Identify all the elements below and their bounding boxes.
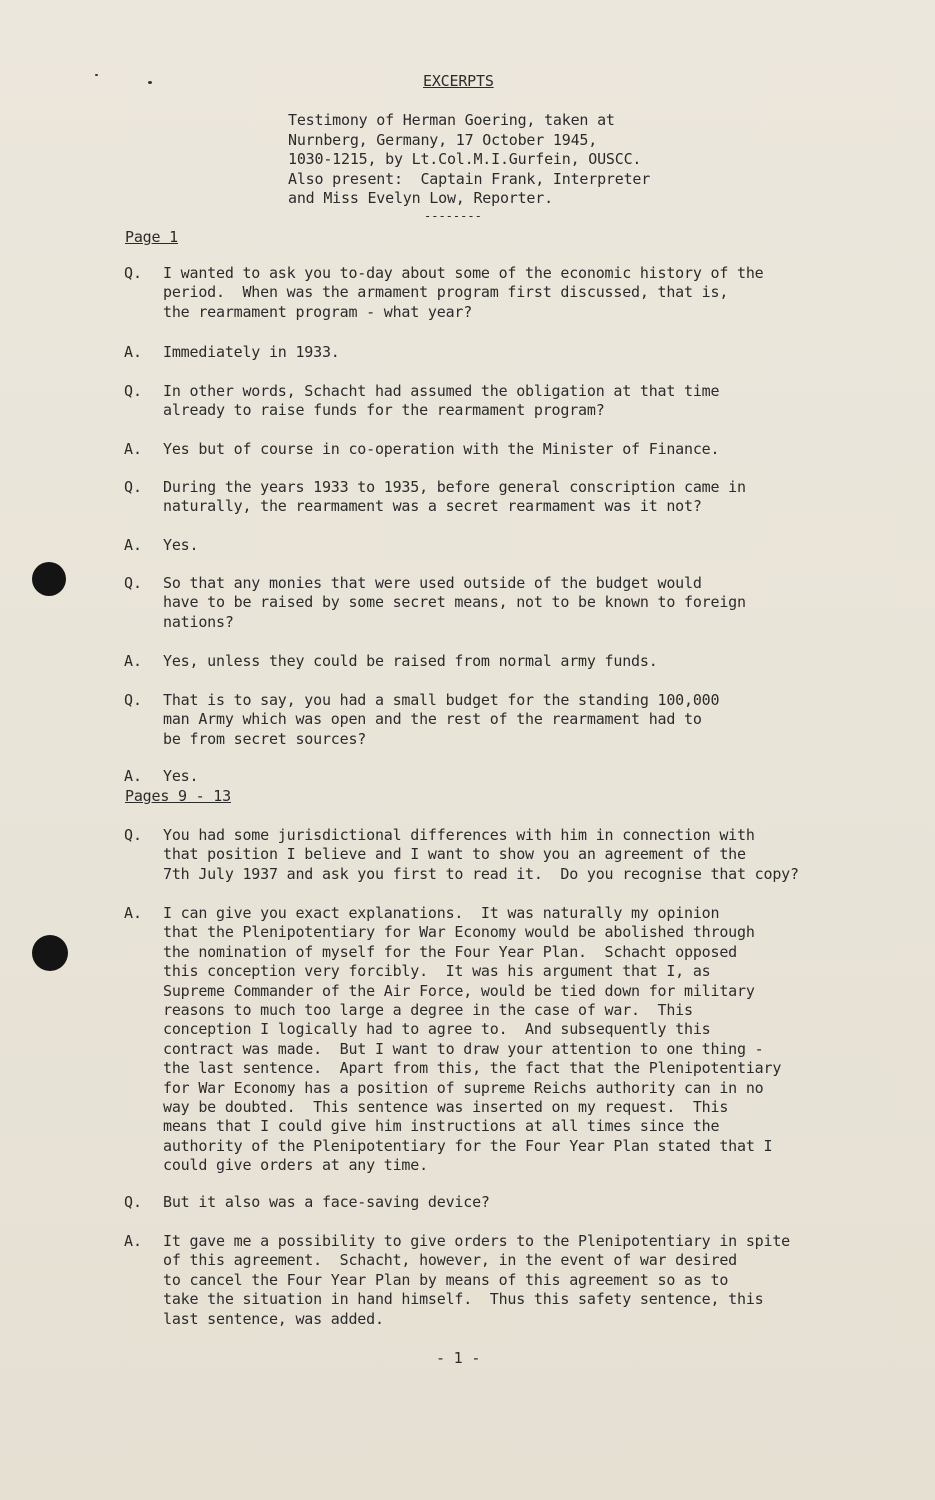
entry-line: period. When was the armament program first discussed, that is, [163, 283, 729, 302]
speaker-mark: A. [124, 440, 143, 458]
speaker-mark: Q. [124, 478, 143, 496]
section-label: Page 1 [125, 228, 178, 246]
punch-hole-top [32, 562, 66, 596]
entry-line: conception I logically had to agree to. And subsequently this [163, 1020, 711, 1039]
speaker-mark: A. [124, 652, 143, 670]
entry-line: that the Plenipotentiary for War Economy would be abolished through [163, 923, 755, 942]
entry-line: already to raise funds for the rearmament program? [163, 401, 605, 420]
entry-line: Yes, unless they could be raised from normal army funds. [163, 652, 658, 670]
speaker-mark: Q. [124, 1193, 143, 1211]
entry-line: 7th July 1937 and ask you first to read it. Do you recognise that copy? [163, 864, 799, 883]
header-line: Also present: Captain Frank, Interpreter [288, 169, 651, 188]
margin-mark [95, 74, 98, 76]
document-title: EXCERPTS [423, 72, 494, 90]
speaker-mark: A. [124, 1232, 143, 1250]
punch-hole-bottom [32, 935, 68, 971]
entry-line: Immediately in 1933. [163, 343, 340, 361]
entry-line: last sentence, was added. [163, 1309, 384, 1328]
speaker-mark: A. [124, 536, 143, 554]
entry-line: You had some jurisdictional differences with him in connection with [163, 826, 755, 844]
entry-line: contract was made. But I want to draw your attention to one thing - [163, 1039, 764, 1058]
section-label: Pages 9 - 13 [125, 787, 231, 805]
entry-line: naturally, the rearmament was a secret rearmament was it not? [163, 497, 702, 516]
entry-line: That is to say, you had a small budget for the standing 100,000 [163, 691, 720, 709]
speaker-mark: Q. [124, 382, 143, 400]
entry-line: I can give you exact explanations. It was naturally my opinion [163, 904, 720, 922]
entry-line: In other words, Schacht had assumed the obligation at that time [163, 382, 720, 400]
entry-line: Yes. [163, 536, 199, 554]
entry-line: way be doubted. This sentence was inserted on my request. This [163, 1098, 729, 1116]
entry-line: But it also was a face-saving device? [163, 1193, 490, 1211]
entry-line: It gave me a possibility to give orders to the Plenipotentiary in spite [163, 1232, 790, 1250]
speaker-mark: Q. [124, 574, 143, 592]
entry-line: could give orders at any time. [163, 1156, 428, 1175]
entry-line: of this agreement. Schacht, however, in the event of war desired [163, 1251, 737, 1270]
entry-line: have to be raised by some secret means, not to be known to foreign [163, 593, 746, 612]
speaker-mark: A. [124, 767, 143, 785]
entry-line: that position I believe and I want to show you an agreement of the [163, 845, 746, 864]
entry-line: Supreme Commander of the Air Force, would be tied down for military [163, 981, 755, 1000]
speaker-mark: A. [124, 343, 143, 361]
entry-line: take the situation in hand himself. Thus this safety sentence, this [163, 1290, 764, 1309]
speaker-mark: Q. [124, 826, 143, 844]
entry-line: authority of the Plenipotentiary for the Four Year Plan stated that I [163, 1136, 773, 1155]
entry-line: means that I could give him instructions at all times since the [163, 1117, 720, 1136]
header-line: Testimony of Herman Goering, taken at [288, 111, 615, 129]
entry-line: be from secret sources? [163, 729, 367, 748]
separator: -------- [424, 209, 482, 223]
entry-line: to cancel the Four Year Plan by means of this agreement so as to [163, 1270, 729, 1289]
entry-line: During the years 1933 to 1935, before general conscription came in [163, 478, 746, 496]
speaker-mark: Q. [124, 691, 143, 709]
entry-line: the rearmament program - what year? [163, 302, 473, 321]
entry-line: Yes. [163, 767, 199, 785]
header-line: and Miss Evelyn Low, Reporter. [288, 189, 553, 207]
entry-line: the last sentence. Apart from this, the fact that the Plenipotentiary [163, 1059, 782, 1078]
entry-line: reasons to much too large a degree in the case of war. This [163, 1001, 693, 1019]
entry-line: for War Economy has a position of supreme Reichs authority can in no [163, 1078, 764, 1097]
header-line: Nurnberg, Germany, 17 October 1945, [288, 130, 598, 149]
speaker-mark: Q. [124, 264, 143, 282]
entry-line: So that any monies that were used outside of the budget would [163, 574, 702, 592]
entry-line: this conception very forcibly. It was his argument that I, as [163, 962, 711, 981]
margin-mark [148, 81, 152, 84]
entry-line: the nomination of myself for the Four Year Plan. Schacht opposed [163, 942, 737, 961]
page-number: - 1 - [436, 1349, 481, 1367]
speaker-mark: A. [124, 904, 143, 922]
header-line: 1030-1215, by Lt.Col.M.I.Gurfein, OUSCC. [288, 150, 642, 168]
entry-line: nations? [163, 612, 234, 631]
entry-line: man Army which was open and the rest of the rearmament had to [163, 710, 702, 729]
entry-line: I wanted to ask you to-day about some of the economic history of the [163, 264, 764, 282]
entry-line: Yes but of course in co-operation with the Minister of Finance. [163, 440, 720, 458]
